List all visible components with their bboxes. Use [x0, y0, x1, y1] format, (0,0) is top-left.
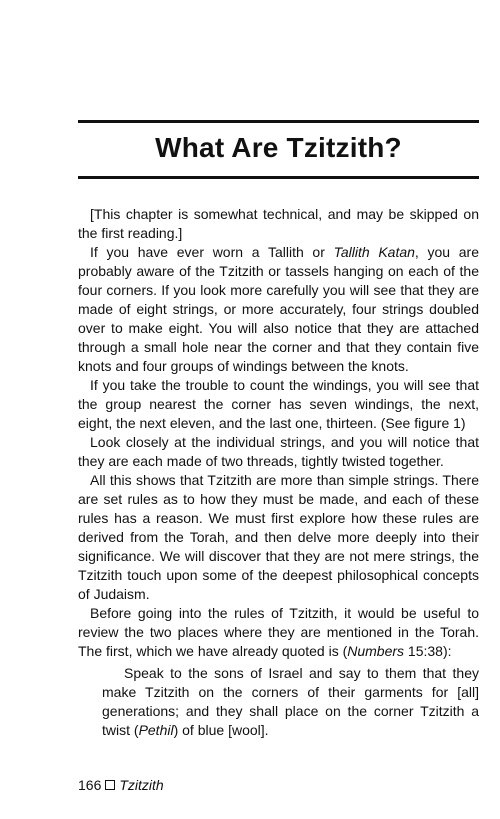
paragraph-text: Before going into the rules of Tzitzith, it would be useful to review the two places where they are mentioned in the Torah. The first, which we have already quoted is ( — [78, 605, 479, 659]
quote-text: ) of blue [wool]. — [173, 722, 269, 738]
square-bullet-icon — [105, 780, 115, 790]
paragraph-tallith — [78, 243, 479, 376]
paragraph-intro-note: [This chapter is somewhat technical, and may be skipped on the first reading.] — [78, 206, 479, 241]
paragraph-rules: All this shows that Tzitzith are more than simple strings. There are set rules as to how they must be made, and each of these rules has a reason. We must first explore how these rules are derived from the Torah, and then delve more deeply into their significance. We will discover that they are not mere strings, the Tzitzith touch upon some of the deepest philosophical concepts of Judaism. — [78, 472, 479, 602]
page-number: 166 — [78, 777, 102, 793]
paragraph-windings: If you take the trouble to count the windings, you will see that the group nearest the corner has seven windings, the next, eight, the next eleven, and the last one, thirteen. (See figure 1) — [78, 377, 479, 431]
paragraph-text: , you are probably aware of the Tzitzith or tassels hanging on each of the four corners. If you look more carefully you will see that they are made of eight strings, or more accurately, four strings doubled over to make eight. You will also notice that they are attached through a small hole near the corner and that they contain five knots and four groups of windings between the knots. — [78, 244, 479, 374]
title-top-rule — [78, 120, 479, 123]
paragraph-text: If you have ever worn a Tallith or — [90, 244, 334, 260]
paragraph-torah-mentions — [78, 604, 479, 661]
running-title: Tzitzith — [119, 777, 164, 793]
torah-quote — [102, 664, 479, 740]
italic-term: Tallith Katan — [333, 244, 415, 260]
chapter-title: What Are Tzitzith? — [155, 132, 402, 163]
paragraph-threads: Look closely at the individual strings, and you will notice that they are each made of two threads, tightly twisted together. — [78, 434, 479, 469]
chapter-body — [78, 205, 479, 740]
italic-term: Pethil — [138, 722, 174, 738]
title-bottom-rule — [78, 176, 479, 179]
quote-text: Speak to the sons of Israel and say to them that they make Tzitzith on the corners of their garments for [all] generations; and they shall place on the corner Tzitzith a twist ( — [102, 665, 479, 738]
page — [78, 0, 479, 819]
italic-book-name: Numbers — [347, 643, 405, 659]
page-footer — [78, 776, 164, 794]
paragraph-text: 15:38): — [404, 643, 452, 659]
